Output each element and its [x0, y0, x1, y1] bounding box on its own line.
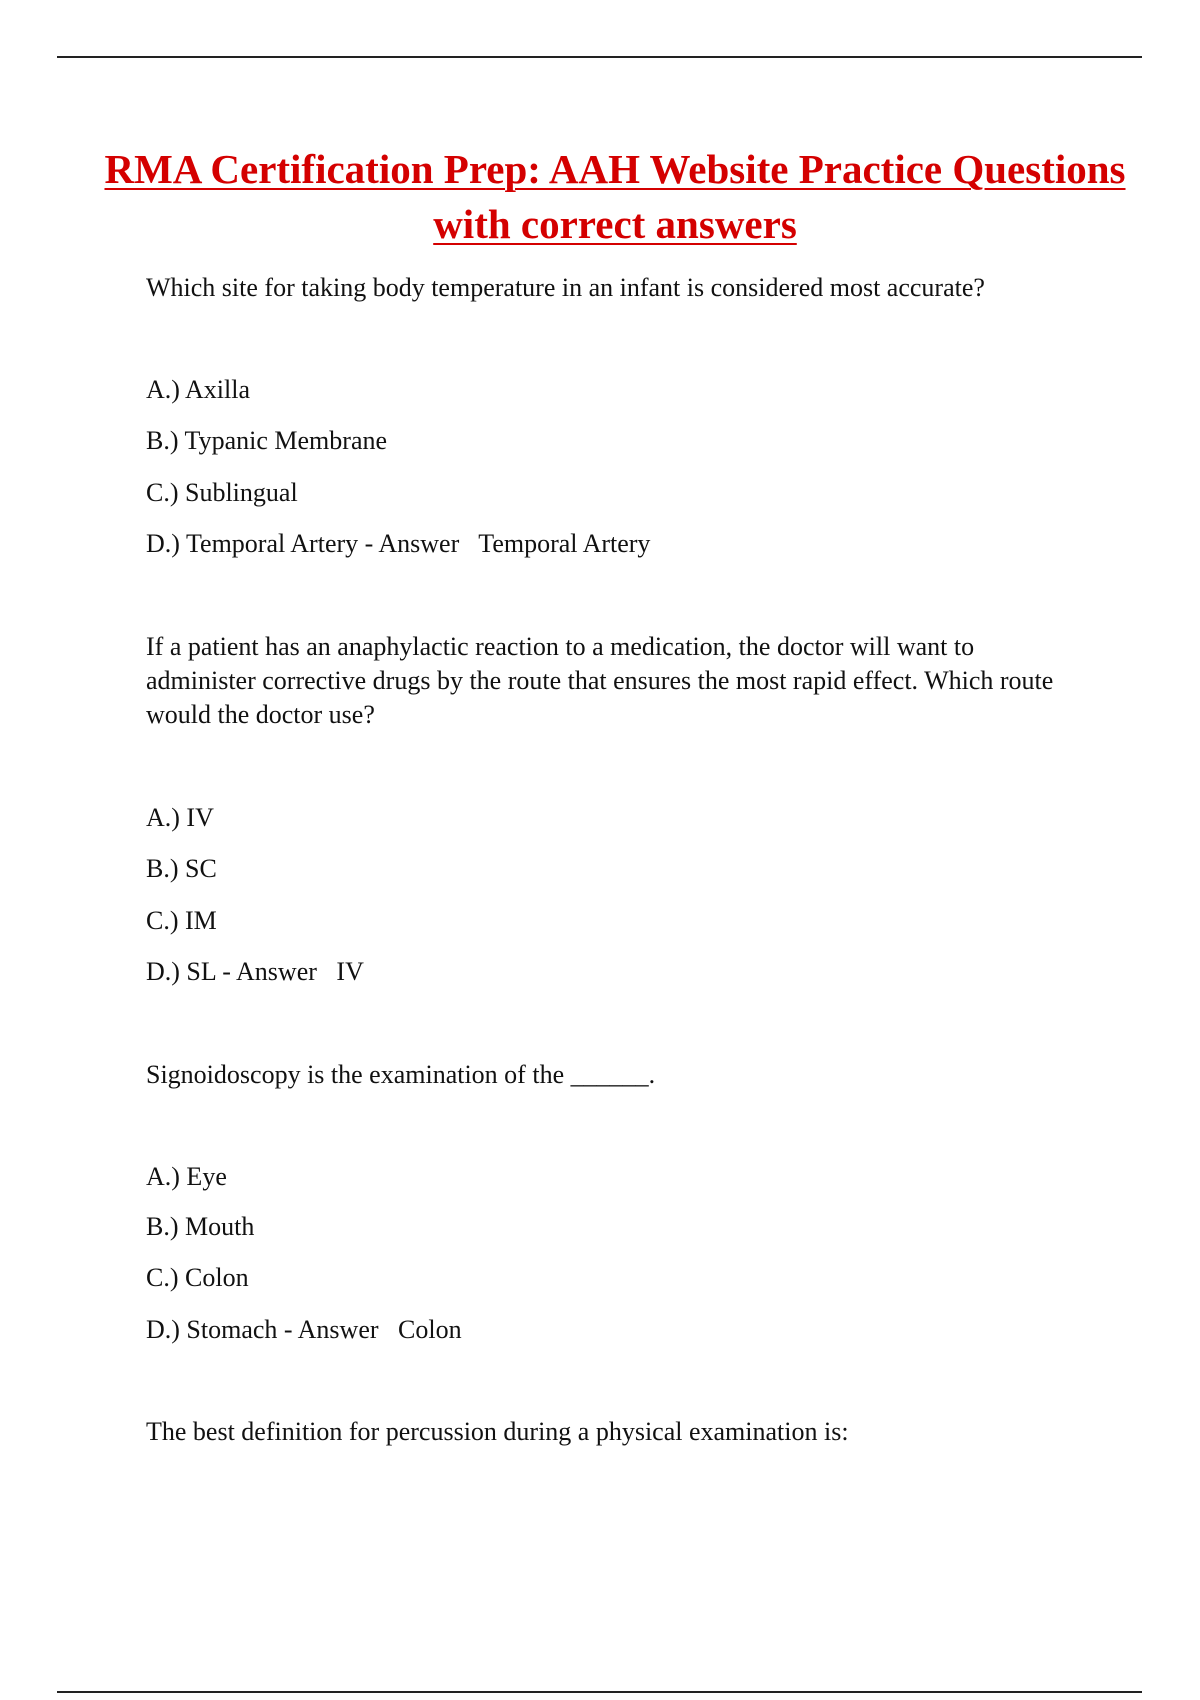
question-4: The best definition for percussion during a physical examination is:	[146, 1417, 849, 1446]
option: A.) Eye	[146, 1162, 227, 1191]
option: A.) IV	[146, 803, 214, 832]
option-answer: D.) Temporal Artery - Answer Temporal Artery	[146, 529, 651, 558]
option-answer: D.) SL - Answer IV	[146, 957, 364, 986]
top-rule	[57, 56, 1142, 58]
question-2: If a patient has an anaphylactic reaction to a medication, the doctor will want to administer corrective drugs by the route that ensures the most rapid effect. Which route would the doctor use?	[146, 632, 1054, 729]
bottom-rule	[57, 1691, 1142, 1693]
question-3: Signoidoscopy is the examination of the ______.	[146, 1060, 656, 1089]
option: A.) Axilla	[146, 375, 250, 404]
option: B.) Typanic Membrane	[146, 426, 388, 455]
question-1: Which site for taking body temperature in an infant is considered most accurate?	[146, 273, 985, 302]
option: B.) SC	[146, 854, 217, 883]
option: C.) Colon	[146, 1263, 249, 1292]
option-answer: D.) Stomach - Answer Colon	[146, 1315, 462, 1344]
option: B.) Mouth	[146, 1212, 255, 1241]
document-title: RMA Certification Prep: AAH Website Practice Questions with correct answers	[104, 146, 1126, 247]
option: C.) Sublingual	[146, 478, 298, 507]
option: C.) IM	[146, 906, 217, 935]
